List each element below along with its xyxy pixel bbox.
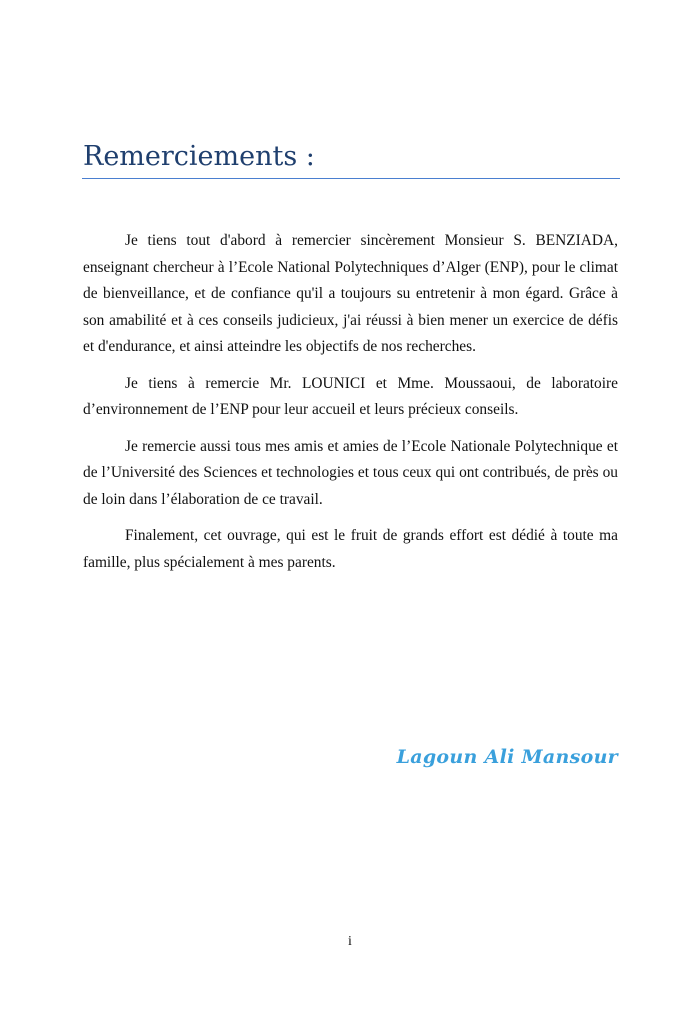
paragraph-4: Finalement, cet ouvrage, qui est le fruit de grands effort est dédié à toute ma famille, plus spécialement à mes parents. — [83, 527, 618, 571]
paragraph-2: Je tiens à remercie Mr. LOUNICI et Mme. Moussaoui, de laboratoire d’environnement de l’ENP pour leur accueil et leurs précieux conseils. — [83, 374, 618, 418]
paragraph-3: Je remercie aussi tous mes amis et amies de l’Ecole Nationale Polytechnique et de l’Université des Sciences et technologies et tous ceux qui ont contribués, de près ou de loin dans l’élaboration de ce travail. — [83, 437, 618, 508]
page-number: i — [348, 934, 352, 949]
title-underline — [82, 178, 620, 179]
acknowledgement-body — [83, 228, 618, 586]
page-title: Remerciements : — [83, 141, 315, 172]
paragraph-1: Je tiens tout d'abord à remercier sincèrement Monsieur S. BENZIADA, enseignant chercheur à l’Ecole National Polytechniques d’Alger (ENP), pour le climat de bienveillance, et de confiance qu'il a toujours su entretenir à mon égard. Grâce à son amabilité et à ces conseils judicieux, j'ai réussi à bien mener un exercice de défis et d'endurance, et ainsi atteindre les objectifs de nos recherches. — [83, 232, 618, 355]
author-signature: Lagoun Ali Mansour — [396, 746, 618, 768]
